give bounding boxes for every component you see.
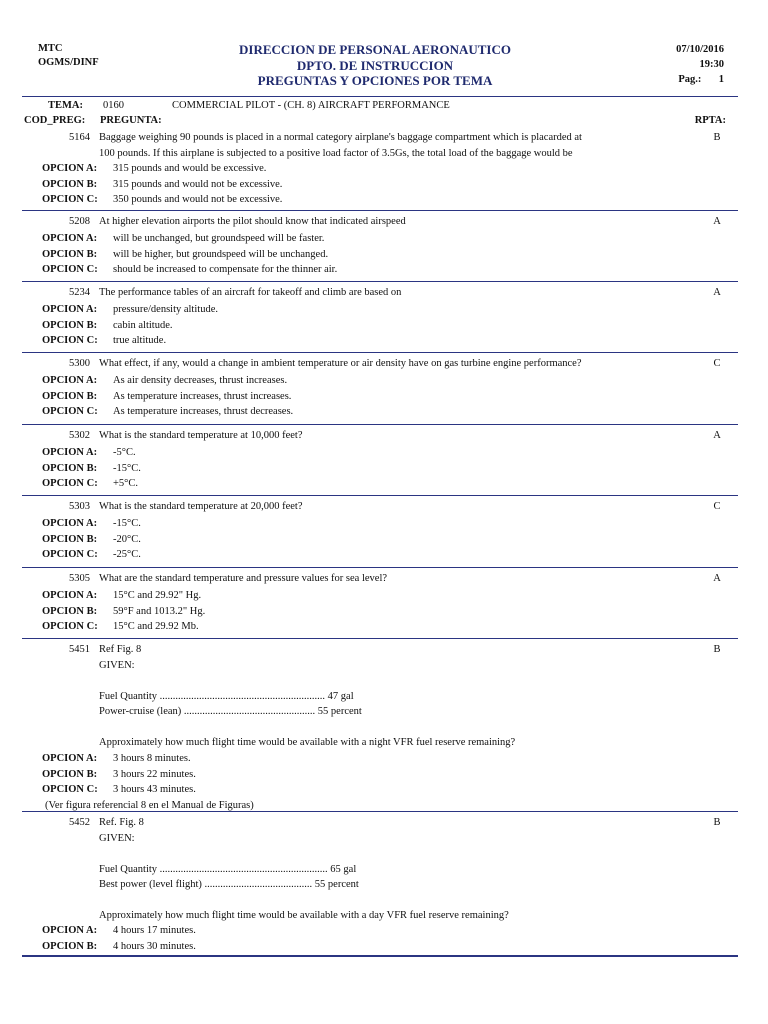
option-text: 350 pounds and would not be excessive. xyxy=(113,194,283,205)
col-question: PREGUNTA: xyxy=(100,115,162,126)
org-code-2: OGMS/DINF xyxy=(38,57,99,68)
option-c xyxy=(0,476,768,492)
option-label: OPCION A: xyxy=(42,233,98,244)
question-line: At higher elevation airports the pilot should know that indicated airspeed xyxy=(99,216,406,227)
option-label: OPCION A: xyxy=(42,518,98,529)
question-number: 5234 xyxy=(69,287,90,298)
question-text xyxy=(99,285,627,301)
option-c xyxy=(0,782,768,798)
question-line: Ref. Fig. 8 xyxy=(99,817,144,828)
col-answer: RPTA: xyxy=(694,115,726,126)
option-text: +5°C. xyxy=(113,478,138,489)
option-label: OPCION B: xyxy=(42,940,98,952)
option-c xyxy=(0,192,768,208)
option-label: OPCION B: xyxy=(42,319,98,331)
option-a xyxy=(0,445,768,461)
question-number: 5208 xyxy=(69,216,90,227)
question-number: 5451 xyxy=(69,644,90,655)
option-text: 15°C and 29.92 Mb. xyxy=(113,621,199,632)
question-line: GIVEN: xyxy=(99,832,135,844)
option-b xyxy=(0,389,768,405)
question-divider xyxy=(22,424,738,425)
option-c xyxy=(0,619,768,635)
option-a xyxy=(0,751,768,767)
question-line: 100 pounds. If this airplane is subjected to a positive load factor of 3.5Gs, the total load of the baggage would be xyxy=(99,147,573,159)
option-text: -5°C. xyxy=(113,447,136,458)
question-line xyxy=(99,893,627,909)
option-label: OPCION A: xyxy=(42,163,98,174)
answer-key: A xyxy=(713,287,721,298)
question-text xyxy=(99,130,627,161)
option-label: OPCION B: xyxy=(42,768,98,780)
report-time: 19:30 xyxy=(699,59,724,70)
answer-key: A xyxy=(713,430,721,441)
option-label: OPCION C: xyxy=(42,264,98,275)
org-codes xyxy=(38,42,99,70)
question-divider xyxy=(22,811,738,812)
option-label: OPCION B: xyxy=(42,248,98,260)
option-label: OPCION A: xyxy=(42,375,98,386)
question-text xyxy=(99,571,627,587)
option-text: As air density decreases, thrust increases. xyxy=(113,375,288,386)
option-label: OPCION C: xyxy=(42,194,98,205)
option-b xyxy=(0,604,768,620)
option-label: OPCION C: xyxy=(42,784,98,795)
option-label: OPCION B: xyxy=(42,533,98,545)
option-label: OPCION A: xyxy=(42,304,98,315)
answer-key: B xyxy=(713,817,721,828)
question-number: 5452 xyxy=(69,817,90,828)
question-text xyxy=(99,214,627,230)
option-text: 315 pounds and would be excessive. xyxy=(113,163,267,174)
column-headers xyxy=(0,115,768,129)
option-text: -15°C. xyxy=(113,518,141,529)
question-line xyxy=(99,720,627,736)
option-label: OPCION C: xyxy=(42,549,98,560)
report-date: 07/10/2016 xyxy=(676,44,724,55)
question-line: What is the standard temperature at 10,000 feet? xyxy=(99,430,303,441)
option-a xyxy=(0,302,768,318)
option-c xyxy=(0,547,768,563)
option-text: 3 hours 43 minutes. xyxy=(113,784,196,795)
page-label: Pag.: xyxy=(678,74,702,85)
question-text xyxy=(99,356,627,372)
question-number: 5305 xyxy=(69,573,90,584)
option-label: OPCION C: xyxy=(42,478,98,489)
header-meta xyxy=(676,42,724,87)
question-text xyxy=(99,642,627,751)
given-power-setting: Best power (level flight) ......................................... 55 percent xyxy=(99,879,359,890)
topic-label: TEMA: xyxy=(48,100,83,111)
question-divider xyxy=(22,352,738,353)
option-label: OPCION A: xyxy=(42,753,98,764)
option-label: OPCION A: xyxy=(42,590,98,601)
question-text xyxy=(99,428,627,444)
option-a xyxy=(0,923,768,939)
option-label: OPCION C: xyxy=(42,406,98,417)
option-label: OPCION A: xyxy=(42,447,98,458)
option-text: 59°F and 1013.2" Hg. xyxy=(113,605,206,617)
option-text: -20°C. xyxy=(113,533,141,545)
question-number: 5302 xyxy=(69,430,90,441)
option-a xyxy=(0,231,768,247)
option-label: OPCION A: xyxy=(42,925,98,936)
option-label: OPCION B: xyxy=(42,178,98,190)
question-divider xyxy=(22,281,738,282)
question-text xyxy=(99,499,627,515)
option-label: OPCION C: xyxy=(42,621,98,632)
option-label: OPCION B: xyxy=(42,462,98,474)
option-c xyxy=(0,404,768,420)
question-line: Approximately how much flight time would be available with a night VFR fuel reserve remaining? xyxy=(99,737,516,748)
note-text: (Ver figura referencial 8 en el Manual de Figuras) xyxy=(45,799,254,811)
option-b xyxy=(0,767,768,783)
question-number: 5164 xyxy=(69,132,90,143)
question-divider xyxy=(22,638,738,639)
option-text: As temperature increases, thrust increases. xyxy=(113,390,292,402)
topic-code: 0160 xyxy=(103,100,124,111)
option-text: true altitude. xyxy=(113,335,167,346)
option-text: -25°C. xyxy=(113,549,141,560)
col-code: COD_PREG: xyxy=(24,115,86,126)
question-divider xyxy=(22,210,738,211)
question-number: 5303 xyxy=(69,501,90,512)
question-line: What are the standard temperature and pressure values for sea level? xyxy=(99,573,388,584)
question-divider xyxy=(22,495,738,496)
option-c xyxy=(0,333,768,349)
title-line-3: PREGUNTAS Y OPCIONES POR TEMA xyxy=(257,73,493,88)
answer-key: C xyxy=(713,501,721,512)
given-power-setting: Power-cruise (lean) .................................................. 55 percent xyxy=(99,706,362,717)
title-line-1: DIRECCION DE PERSONAL AERONAUTICO xyxy=(239,42,511,57)
option-text: 4 hours 30 minutes. xyxy=(113,940,196,952)
option-b xyxy=(0,532,768,548)
option-b xyxy=(0,247,768,263)
question-line: The performance tables of an aircraft for takeoff and climb are based on xyxy=(99,287,402,298)
answer-key: B xyxy=(713,132,721,143)
option-text: 15°C and 29.92" Hg. xyxy=(113,590,202,601)
option-b xyxy=(0,318,768,334)
question-line: Ref Fig. 8 xyxy=(99,644,142,655)
topic-title: COMMERCIAL PILOT - (CH. 8) AIRCRAFT PERFORMANCE xyxy=(172,100,450,111)
answer-key: A xyxy=(713,216,721,227)
option-text: -15°C. xyxy=(113,462,141,474)
question-line: Baggage weighing 90 pounds is placed in a normal category airplane's baggage compartment which is placarded at xyxy=(99,132,582,143)
question-line: GIVEN: xyxy=(99,659,135,671)
question-line xyxy=(99,673,627,689)
option-label: OPCION B: xyxy=(42,390,98,402)
option-text: cabin altitude. xyxy=(113,319,173,331)
title-line-2: DPTO. DE INSTRUCCION xyxy=(296,57,454,73)
option-label: OPCION C: xyxy=(42,335,98,346)
question-line xyxy=(99,846,627,862)
option-a xyxy=(0,373,768,389)
answer-key: C xyxy=(713,358,721,369)
header-divider xyxy=(22,96,738,97)
question-line: What effect, if any, would a change in ambient temperature or air density have on gas turbine engine performance? xyxy=(99,358,582,369)
option-a xyxy=(0,516,768,532)
option-text: 4 hours 17 minutes. xyxy=(113,925,196,936)
option-b xyxy=(0,461,768,477)
option-c xyxy=(0,262,768,278)
option-text: will be higher, but groundspeed will be unchanged. xyxy=(113,248,329,260)
option-text: pressure/density altitude. xyxy=(113,304,218,315)
question-number: 5300 xyxy=(69,358,90,369)
option-text: 3 hours 22 minutes. xyxy=(113,768,196,780)
org-code-1: MTC xyxy=(38,43,63,54)
document-title xyxy=(180,42,570,89)
answer-key: B xyxy=(713,644,721,655)
option-a xyxy=(0,588,768,604)
option-text: will be unchanged, but groundspeed will be faster. xyxy=(113,233,325,244)
option-a xyxy=(0,161,768,177)
question-text xyxy=(99,815,627,924)
option-text: 3 hours 8 minutes. xyxy=(113,753,191,764)
question-divider xyxy=(22,567,738,568)
question-line: What is the standard temperature at 20,000 feet? xyxy=(99,501,303,512)
option-text: should be increased to compensate for the thinner air. xyxy=(113,264,338,275)
option-text: As temperature increases, thrust decreases. xyxy=(113,406,294,417)
given-fuel-quantity: Fuel Quantity ................................................................ 65 gal xyxy=(99,863,357,875)
option-b xyxy=(0,939,768,955)
answer-key: A xyxy=(713,573,721,584)
page-bottom-rule xyxy=(22,955,738,957)
page-number: 1 xyxy=(718,74,724,85)
option-text: 315 pounds and would not be excessive. xyxy=(113,178,283,190)
page-indicator xyxy=(676,72,724,87)
topic-row xyxy=(0,100,768,114)
option-b xyxy=(0,177,768,193)
question-line: Approximately how much flight time would be available with a day VFR fuel reserve remaining? xyxy=(99,910,509,921)
given-fuel-quantity: Fuel Quantity ............................................................... 47 gal xyxy=(99,690,354,702)
option-label: OPCION B: xyxy=(42,605,98,617)
